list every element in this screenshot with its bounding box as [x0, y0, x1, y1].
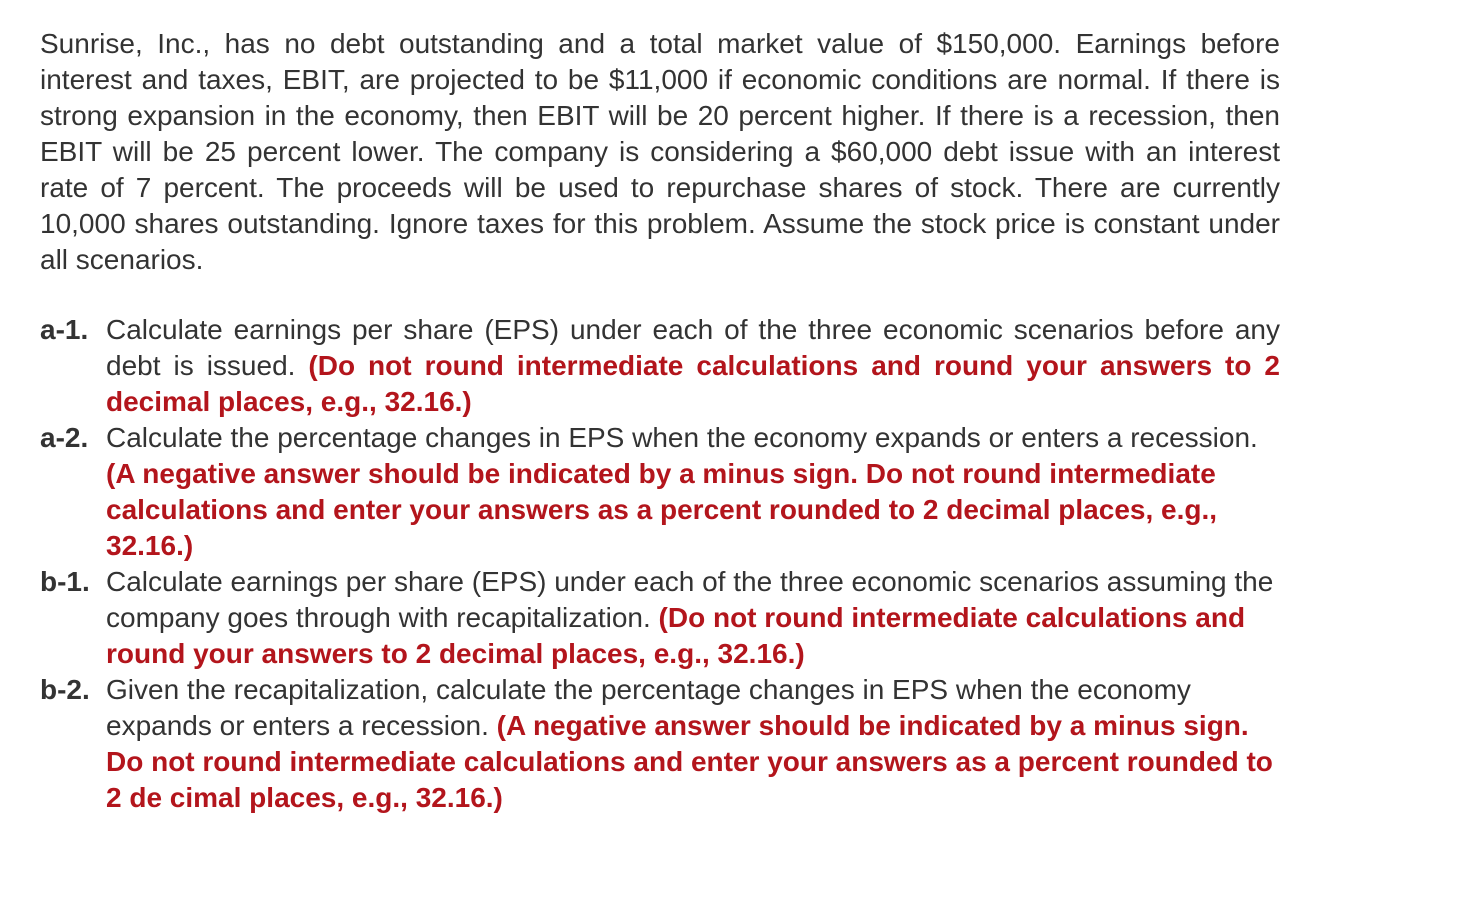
question-label: a-1.	[40, 314, 89, 345]
problem-content	[40, 26, 1280, 816]
problem-statement: Sunrise, Inc., has no debt outstanding and a total market value of $150,000. Earnings before interest and taxes, EBIT, are projected to be $11,000 if economic conditions are normal. If there is strong expansion in the economy, then EBIT will be 20 percent higher. If there is a recession, then EBIT will be 25 percent lower. The company is considering a $60,000 debt issue with an interest rate of 7 percent. The proceeds will be used to repurchase shares of stock. There are currently 10,000 shares outstanding. Ignore taxes for this problem. Assume the stock price is constant under all scenarios.	[40, 28, 1280, 275]
question-text: Calculate the percentage changes in EPS when the economy expands or enters a recession.	[106, 422, 1258, 453]
question-instruction-note: (A negative answer should be indicated by a minus sign. Do not round intermediate calculations and enter your answers as a percent rounded to 2 decimal places, e.g., 32.16.)	[106, 458, 1218, 561]
question-instruction-note: (Do not round intermediate calculations and round your answers to 2 decimal places, e.g., 32.16.)	[106, 350, 1280, 417]
question-a1	[40, 312, 1280, 420]
question-text: Given the recapitalization, calculate the percentage changes in EPS when the economy expands or enters a recession.	[106, 674, 1191, 741]
question-instruction-note: (Do not round intermediate calculations and round your answers to 2 decimal places, e.g., 32.16.)	[106, 602, 1246, 669]
question-a2	[40, 420, 1280, 564]
question-label: b-1.	[40, 566, 90, 597]
question-text: Calculate earnings per share (EPS) under each of the three economic scenarios assuming the company goes through with recapitalization.	[106, 566, 1274, 633]
question-b2	[40, 672, 1280, 816]
question-instruction-note: (A negative answer should be indicated by a minus sign. Do not round intermediate calculations and enter your answers as a percent rounded to 2 de cimal places, e.g., 32.16.)	[106, 710, 1273, 813]
question-label: a-2.	[40, 422, 89, 453]
question-list	[40, 312, 1280, 816]
question-label: b-2.	[40, 674, 90, 705]
question-b1	[40, 564, 1280, 672]
question-text: Calculate earnings per share (EPS) under each of the three economic scenarios before any debt is issued.	[106, 314, 1280, 381]
